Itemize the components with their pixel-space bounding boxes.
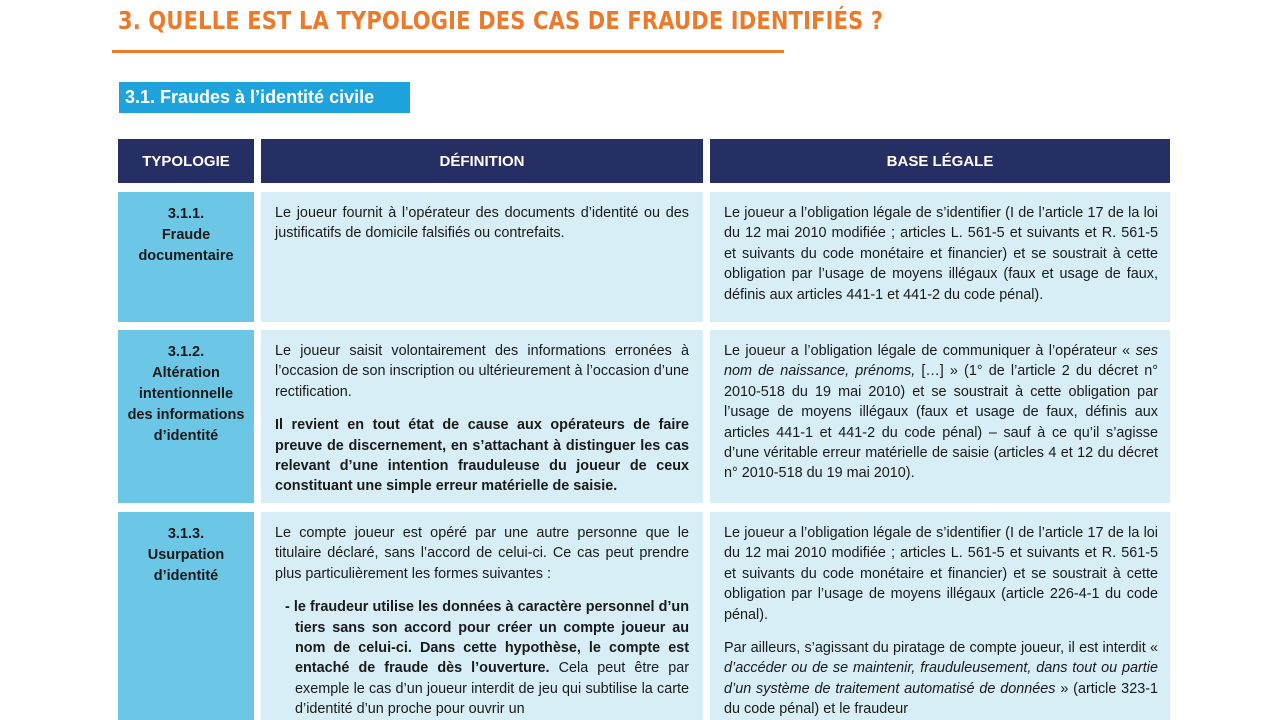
definition-text: Le compte joueur est opéré par une autre personne que le titulaire déclaré, sans l’accord de celui-ci. Ce cas peut prendre plus particulièrement les formes suivantes : xyxy=(275,525,689,582)
typology-label-line: des informations xyxy=(127,407,245,423)
typology-number: 3.1.2. xyxy=(167,344,205,360)
legal-quote-italic: ses nom de naissance, prénoms, xyxy=(724,343,1158,380)
page-title: 3. QUELLE EST LA TYPOLOGIE DES CAS DE FRAUDE IDENTIFIÉS ? xyxy=(118,6,884,35)
typology-number: 3.1.3. xyxy=(167,526,205,542)
typology-cell-usurpation xyxy=(118,512,254,720)
section-title: 3.1. Fraudes à l’identité civile xyxy=(119,82,410,113)
legal-text xyxy=(724,341,1158,484)
typology-label-line: documentaire xyxy=(138,248,234,264)
legal-text-part: […] » (1° de l’article 2 du décret n° 2010-518 du 19 mai 2010) et se soustrait à cette obligation par l’usage de moyens illégaux (faux et usage de faux, définis aux articles 441-1 et 441-2 du code pénal) – sauf à ce qu’il s’agisse d’une véritable erreur matérielle de saisie (articles 4 et 12 du décret n° 2010-518 du 19 mai 2010). xyxy=(724,363,1158,482)
column-header-definition: DÉFINITION xyxy=(261,139,703,183)
typology-label-line: Altération xyxy=(152,365,220,381)
definition-text: Le joueur fournit à l’opérateur des documents d’identité ou des justificatifs de domicile falsifiés ou contrefaits. xyxy=(275,205,689,242)
definition-text: Le joueur saisit volontairement des informations erronées à l’occasion de son inscription ou ultérieurement à l’occasion d’une rectification. xyxy=(275,343,689,400)
legal-text: Le joueur a l’obligation légale de s’identifier (I de l’article 17 de la loi du 12 mai 2010 modifiée ; articles L. 561-5 et suivants et R. 561-5 et suivants du code monétaire et financier) et se soustrait à cette obligation par l’usage de moyens illégaux (faux et usage de faux, définis aux articles 441-1 et 441-2 du code pénal). xyxy=(724,205,1158,303)
typology-label-line: Fraude xyxy=(161,227,211,243)
legal-cell-usurpation xyxy=(710,512,1170,720)
typology-label-line: Usurpation xyxy=(147,547,225,563)
legal-text-part: » (article 323-1 du code pénal) et le fraudeur xyxy=(724,680,1158,718)
legal-quote-italic: d’accéder ou de se maintenir, frauduleusement, dans tout ou partie d’un système de traitement automatisé de données xyxy=(724,660,1158,697)
typology-cell-fraude-documentaire xyxy=(118,192,254,322)
definition-cell-usurpation xyxy=(261,512,703,720)
column-header-base-legale: BASE LÉGALE xyxy=(710,139,1170,183)
legal-text: Le joueur a l’obligation légale de s’identifier (I de l’article 17 de la loi du 12 mai 2010 modifiée ; articles L. 561-5 et suivants et R. 561-5 et suivants du code monétaire et financier) et se soustrait à cette obligation par l’usage de moyens illégaux (article 226-4-1 du code pénal). xyxy=(724,525,1158,623)
typology-label-line: d’identité xyxy=(153,428,219,444)
typology-cell-alteration xyxy=(118,330,254,503)
definition-bullet xyxy=(275,597,689,719)
typology-label-line: intentionnelle xyxy=(138,386,234,402)
typology-label-line: d’identité xyxy=(153,568,219,584)
definition-cell-alteration xyxy=(261,330,703,503)
legal-text-part: Le joueur a l’obligation légale de communiquer à l’opérateur « xyxy=(724,343,1136,359)
title-underline xyxy=(112,50,784,53)
legal-text-part: Par ailleurs, s’agissant du piratage de compte joueur, il est interdit « xyxy=(724,640,1158,657)
definition-cell-fraude-documentaire xyxy=(261,192,703,322)
legal-cell-alteration xyxy=(710,330,1170,503)
bullet-text: Cela peut être par exemple le cas d’un joueur interdit de jeu qui subtilise la carte d’identité d’un proche pour ouvrir un xyxy=(295,660,689,718)
definition-bold-note: Il revient en tout état de cause aux opérateurs de faire preuve de discernement, en s’attachant à distinguer les cas relevant d’une intention frauduleuse du joueur de ceux constituant une simple erreur matérielle de saisie. xyxy=(275,417,689,495)
bullet-bold-text: - le fraudeur utilise les données à caractère personnel d’un tiers sans son accord pour créer un compte joueur au nom de celui-ci. Dans cette hypothèse, le compte est entaché de fraude dès l’ouverture. xyxy=(285,599,689,677)
legal-text xyxy=(724,638,1158,720)
column-header-typologie: TYPOLOGIE xyxy=(118,139,254,183)
legal-cell-fraude-documentaire xyxy=(710,192,1170,322)
typology-number: 3.1.1. xyxy=(167,206,205,222)
